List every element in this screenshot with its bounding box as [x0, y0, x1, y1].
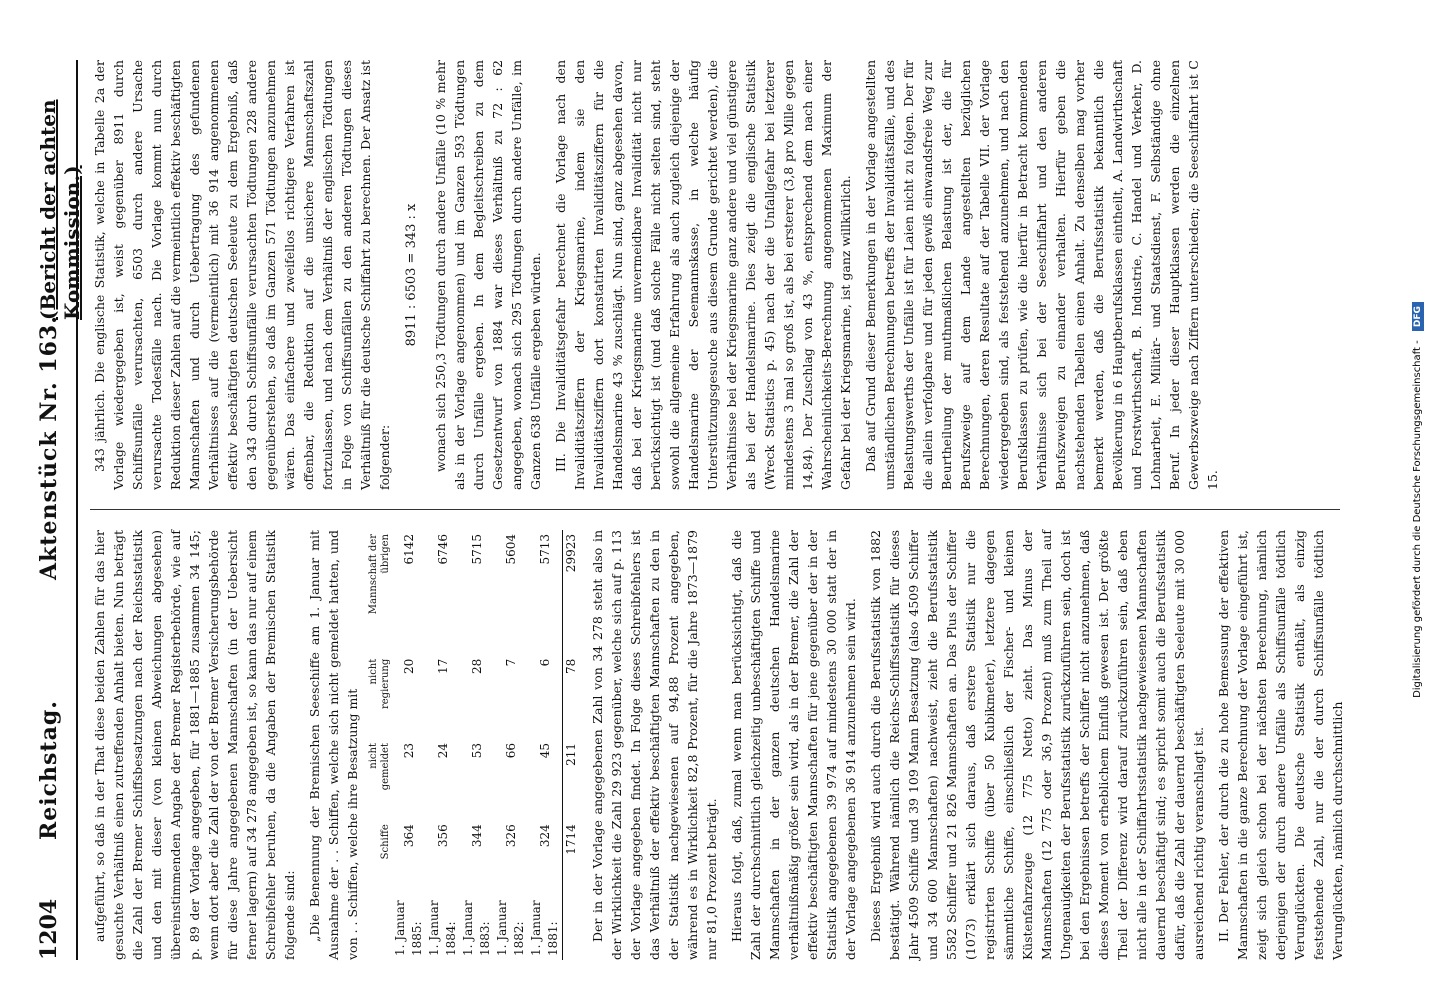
paragraph: II. Der Fehler, der durch die zu hohe Bemessung der effektiven Mannschaften in die ganze Berechnung der Vorlage eingeführt ist, zeigt sich gleich schon bei der nächsten Berechnung, nämlich derjenigen der durch andere Unfälle als Schiffsunfälle tödtlich Verunglückten. Die deutsche Statistik enthält, als einzig feststehende Zahl, nur die der durch Schiffsunfälle tödtlich Verunglückten, nämlich durchschnittlich [1216, 530, 1345, 960]
paragraph: „Die Benennung der Bremischen Seeschiffe am 1. Januar mit Ausnahme der . . Schiffen, welche sich nicht gemeldet hatten, und von . . Schiffen, welche ihre Besatzung mit [307, 530, 360, 960]
table-row: 1. Januar 1882: 326 66 7 5604 [495, 534, 526, 956]
page-number: 1204 [36, 898, 62, 960]
paragraph: Der in der Vorlage angegebenen Zahl von 34 278 steht also in der Wirklichkeit die Zahl 29 923 gegenüber, welche sich auf p. 113 der Vorlage angegeben findet. In Folge dieses Schreibfehlers ist das Verhältniß der effektiv beschäftigten Mannschaften zu den in der Statistik nachgewiesenen auf 94,88 Prozent angegeben, während es in Wirklichkeit 82,8 Prozent, für die Jahre 1873—1879 nur 81,0 Prozent beträgt. [590, 530, 719, 960]
paragraph: Daß auf Grund dieser Bemerkungen in der Vorlage angestellten umständlichen Berechnungen betreffs der Invaliditätsfälle, und des Belastungswerths der Unfälle ist für Laien nicht zu folgen. Der für die allein verfolgbare und für jeden gewiß einwandsfreie Weg zur Beurtheilung der muthmaßlichen Belastung ist der, die für Berufszweige auf dem Lande angestellten bezüglichen Berechnungen, deren Resultate auf der Tabelle VII. der Vorlage wiedergegeben sind, als feststehend anzunehmen, und nach den Berufsklassen zu prüfen, wie die hierfür in Betracht kommenden Verhältnisse sich bei der Seeschiffahrt und den anderen Berufszweigen zu einander verhalten. Hierfür geben die nachstehenden Tabellen einen Anhalt. Zu denselben mag vorher bemerkt werden, daß die Berufsstatistik bekanntlich die Bevölkerung in 6 Hauptberufsklassen eintheilt, A. Landwirthschaft und Forstwirthschaft, B. Industrie, C. Handel und Verkehr, D. Lohnarbeit, E. Militär- und Staatsdienst, F. Selbständige ohne Beruf. In jeder dieser Hauptklassen werden die einzelnen Gewerbszweige nach Ziffern unterschieden; die Seeschiffahrt ist C 15. [863, 60, 1220, 490]
table-header: nicht regierung [368, 658, 391, 710]
credit-text: Digitalisierung gefördert durch die Deutsche Forschungsgemeinschaft - [1412, 340, 1423, 698]
header-rule [76, 60, 78, 960]
formula: 8911 : 6503 = 343 : x [404, 203, 419, 347]
header-left-title: Reichstag. [36, 700, 62, 840]
paragraph: wonach sich 250,3 Tödtungen durch andere Unfälle (10 % mehr als in der Vorlage angenommen) und im Ganzen 593 Tödtungen durch Unfälle ergeben. In dem Begleitschreiben zu dem Gesetzentwurf von 1884 war dieses Verhältniß zu 72 : 62 angegeben, wonach sich 295 Tödtungen durch andere Unfälle, im Ganzen 638 Unfälle ergeben würden. [433, 60, 543, 490]
page-header [30, 60, 84, 960]
paragraph: III. Die Invaliditätsgefahr berechnet die Vorlage nach den Invaliditätsziffern der Kriegsmarine, indem sie den Invaliditätsziffern dort konstatirten Invaliditätsziffern für die Handelsmarine 43 % zuschlägt. Nun sind, ganz abgesehen davon, daß bei der Kriegsmarine unvermeidbare Invalidität nicht nur berücksichtigt ist (und daß solche Fälle nicht selten sind, steht sowohl die allgemeine Erfahrung als auch zugleich diejenige der Handelsmarine der Seemannskasse, in welche häufig Unterstützungsgesuche aus diesem Grunde gerichtet werden), die Verhältnisse bei der Kriegsmarine ganz andere und viel günstigere als bei der Handelsmarine. Dies zeigt die englische Statistik (Wreck Statistics p. 45) nach der die Unfallgefahr bei letzterer mindestens 3 mal so groß ist, als bei ersterer (3,8 pro Mille gegen 14,84). Der Zuschlag von 43 %, entsprechend dem nach einer Wahrscheinlichkeits-Berechnung angenommenen Maximum der Gefahr bei der Kriegsmarine, ist ganz willkürlich. [553, 60, 853, 490]
table-row: 1. Januar 1885: 364 23 20 6142 [393, 534, 424, 956]
paragraph: Hieraus folgt, daß, zumal wenn man berücksichtigt, daß die Zahl der durchschnittlich gleichzeitig unbeschäftigten Schiffe und Mannschaften in der ganzen deutschen Handelsmarine verhältnißmäßig größer sein wird, als in der Bremer, die Zahl der effektiv beschäftigten Mannschaften für jene gegenüber der in der Statistik angegebenen 39 974 auf mindestens 30 000 statt der in der Vorlage angegebenen 36 914 anzunehmen sein wird. [729, 530, 858, 960]
table-row: 1. Januar 1884: 356 24 17 6746 [427, 534, 458, 956]
column-separator [90, 509, 1340, 510]
header-right-title: (Bericht der achten Kommission.) [36, 99, 84, 320]
table-row: 1. Januar 1883: 344 53 28 5715 [461, 534, 492, 956]
table-row: 1. Januar 1881: 324 45 6 5713 [529, 534, 560, 956]
table-header: nicht gemeldet [368, 743, 391, 791]
column-right [90, 60, 1228, 490]
paragraph: aufgeführt, so daß in der That diese beiden Zahlen für das hier gesuchte Verhältniß einen zutreffenden Anhalt bieten. Nun beträgt die Zahl der Bremer Schiffsbesatzungen nach der Reichsstatistik und den mit dieser (von kleinen Abweichungen abgesehen) übereinstimmenden Angabe der Bremer Registerbehörde, wie auf p. 89 der Vorlage angegeben, für 1881—1885 zusammen 34 145; wenn dort aber die Zahl der von der Bremer Versicherungsbehörde für diese Jahre angegebenen Mannschaften (in der Uebersicht ferner lagern) auf 34 278 angegeben ist, so kann das nur auf einem Schreibfehler beruhen, da die Angaben der Bremischen Statistik folgende sind: [92, 530, 297, 960]
column-left [90, 530, 1353, 960]
digitization-credit [1412, 0, 1432, 1000]
table-header [368, 863, 392, 960]
dfg-logo: DFG [1412, 302, 1424, 331]
table-header: Mannschaft der übrigen [368, 534, 391, 615]
table-sum-row: 1714 211 78 29923 [563, 530, 581, 960]
table-header: Schiffe [380, 824, 391, 860]
paragraph: Dieses Ergebniß wird auch durch die Berufsstatistik von 1882 bestätigt. Während nämlich die Reichs-Schiffsstatistik für dieses Jahr 4509 Schiffe und 39 109 Mann Besatzung (also 4509 Schiffer und 34 600 Mannschaften) nachweist, zieht die Berufsstatistik 5582 Schiffer und 21 826 Mannschaften an. Das Plus der Schiffer (1073) erklärt sich daraus, daß erstere Statistik nur die registrirten Schiffe (über 50 Kubikmeter), letztere dagegen sämmtliche Schiffe, einschließlich der Fischer- und kleinen Küstenfahrzeuge (12 775 Netto) zieht. Das Minus der Mannschaften (12 775 oder 36,9 Prozent) muß zum Theil auf Ungenauigkeiten der Berufsstatistik zurückzuführen sein, doch ist bei den Ergebnissen betreffs der Schiffer nicht anzunehmen, daß dieses Moment von erheblichem Einfluß gewesen ist. Der größte Theil der Differenz wird darauf zurückzuführen sein, daß eben nicht alle in der Schiffahrtsstatistik nachgewiesenen Mannschaften dauernd beschäftigt sind; es spricht somit auch die Berufsstatistik dafür, daß die Zahl der dauernd beschäftigten Seeleute mit 30 000 ausreichend richtig veranschlagt ist. [868, 530, 1206, 960]
statistics-table [368, 530, 580, 960]
header-middle-title: Aktenstück Nr. 163. [36, 315, 62, 580]
paragraph: 343 jährlich. Die englische Statistik, welche in Tabelle 2a der Vorlage wiedergegeben ist, weist gegenüber 8911 durch Schiffsunfälle verursachten, 6503 durch andere Ursache verursachte Todesfälle nach. Die Vorlage kommt nun durch Reduktion dieser Zahlen auf die vermeintlich effektiv beschäftigten Mannschaften und durch Uebertragung des gefundenen Verhältnisses auf die (vermeintlich) mit 36 914 angenommenen effektiv beschäftigten deutschen Seeleute zu dem Ergebniß, daß den 343 durch Schiffsunfälle verursachten Tödtungen 228 andere gegenüberstehen, so daß im Ganzen 571 Tödtungen anzunehmen wären. Das einfachere und zweifellos richtigere Verfahren ist offenbar, die Reduktion auf die unsichere Mannschaftszahl fortzulassen, und nach dem Verhältniß der englischen Tödtungen in Folge von Schiffsunfällen zu den anderen Tödtungen dieses Verhältniß für die deutsche Schiffahrt zu berechnen. Der Ansatz ist folgender: [92, 60, 392, 490]
